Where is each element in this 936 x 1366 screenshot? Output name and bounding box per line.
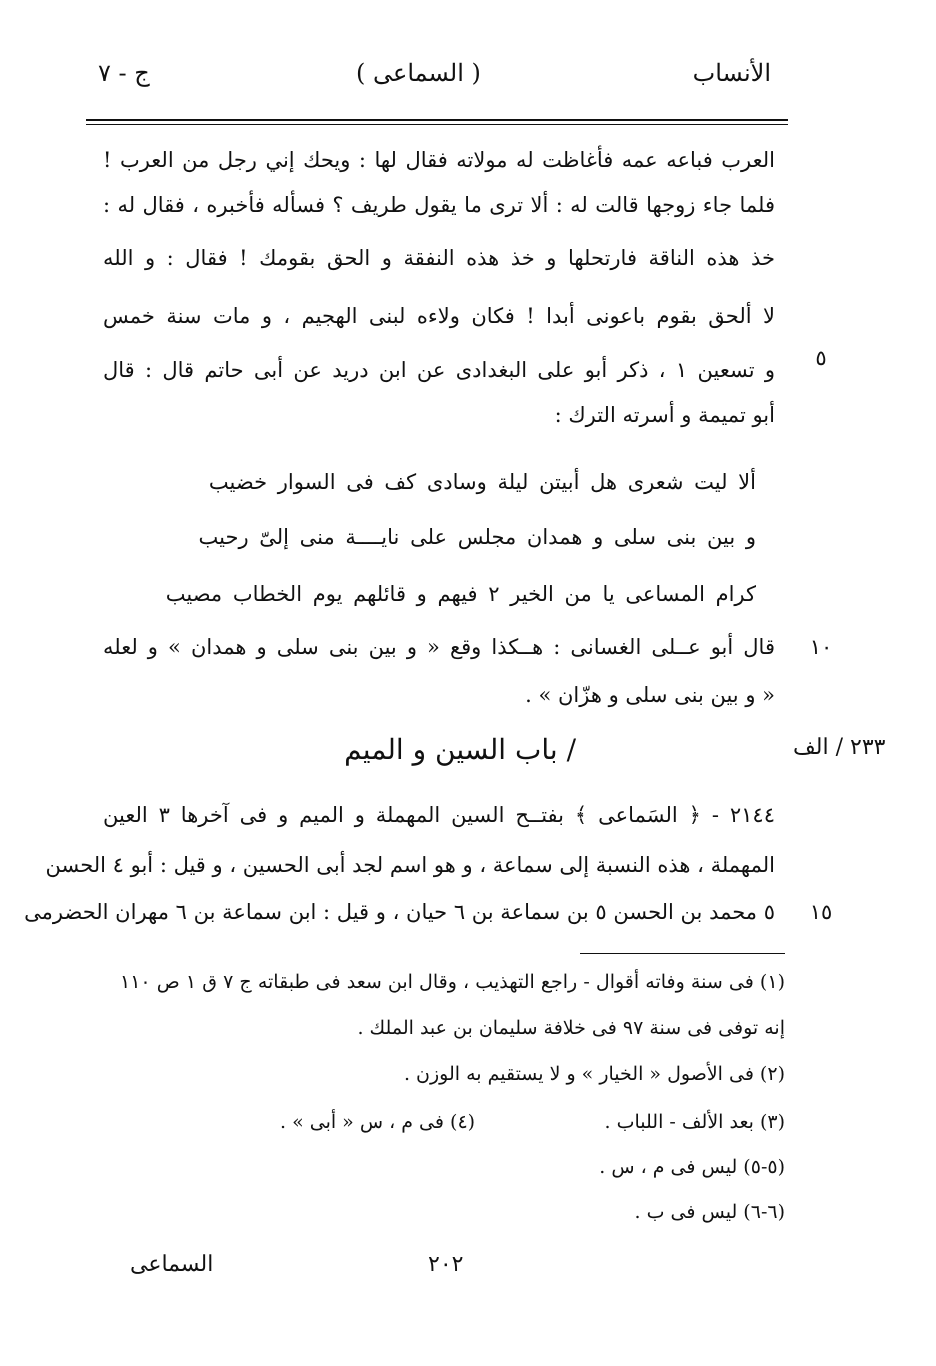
footnote-rule	[580, 953, 785, 954]
verse-line-2: و بين بنى سلى و همدان مجلس على نايــــة منى إلىّ رحيب	[198, 525, 756, 549]
line-number-10: ١٠	[809, 635, 833, 659]
verse-line-1: ألا ليت شعرى هل أبيتن ليلة وسادى كف فى السوار خضيب	[208, 470, 756, 494]
manuscript-folio-marker: ٢٣٣ / الف	[793, 735, 886, 760]
footnote-6: (٦-٦) ليس فى ب .	[634, 1201, 785, 1223]
body-line-1: العرب فباعه عمه فأغاظت له مولاته فقال لها : ويحك إني رجل من العرب !	[103, 148, 775, 172]
running-footer-title: السماعى	[130, 1252, 214, 1277]
footnote-2: (٢) فى الأصول « الخيار » و لا يستقيم به الوزن .	[403, 1063, 785, 1085]
footnote-4: (٤) فى م ، س « أبى » .	[280, 1111, 476, 1133]
body-line-7: قال أبو عــلى الغسانى : هــكذا وقع « و بين بنى سلى و همدان » و لعله	[103, 635, 775, 659]
body-line-8: « و بين بنى سلى و هزّان » .	[525, 683, 775, 707]
page-number: ٢٠٢	[428, 1252, 464, 1277]
body-line-3: خذ هذه الناقة فارتحلها و خذ هذه النفقة و الحق بقومك ! فقال : و الله	[103, 246, 775, 270]
header-rule-thick	[86, 119, 788, 121]
header-entry-title: ( السماعى )	[356, 59, 481, 87]
entry-line-1: ٢١٤٤ - ﴿ السَماعى ﴾ بفتــح السين المهملة و الميم و فى آخرها ٣ العين	[103, 803, 775, 827]
footnote-5: (٥-٥) ليس فى م ، س .	[599, 1156, 785, 1178]
header-rule-thin	[86, 124, 788, 125]
body-line-2: فلما جاء زوجها قالت له : ألا ترى ما يقول طريف ؟ فسأله فأخبره ، فقال له :	[103, 193, 775, 217]
line-number-5: ٥	[815, 346, 827, 370]
header-book-title: الأنساب	[692, 59, 771, 87]
entry-line-3: ٥ محمد بن الحسن ٥ بن سماعة بن ٦ حيان ، و قيل : ابن سماعة بن ٦ مهران الحضرمى	[24, 900, 775, 924]
line-number-15: ١٥	[809, 900, 833, 924]
verse-line-3: كرام المساعى يا من الخير ٢ فيهم و قائلهم يوم الخطاب مصيب	[165, 582, 756, 606]
body-line-4: لا ألحق بقوم باعونى أبدا ! فكان ولاءه لبنى الهجيم ، و مات سنة خمس	[103, 304, 775, 328]
header-volume: ج - ٧	[98, 59, 150, 87]
section-title: / باب السين و الميم	[344, 733, 576, 766]
footnote-3: (٣) بعد الألف - اللباب .	[604, 1111, 785, 1133]
body-line-5: و تسعين ١ ، ذكر أبو على البغدادى عن ابن دريد عن أبى حاتم قال : قال	[103, 358, 775, 382]
footnote-1-line-2: إنه توفى فى سنة ٩٧ فى خلافة سليمان بن عبد الملك .	[357, 1017, 785, 1039]
body-line-6: أبو تميمة و أسرته الترك :	[554, 403, 775, 427]
entry-line-2: المهملة ، هذه النسبة إلى سماعة ، و هو اسم لجد أبى الحسين ، و قيل : أبو ٤ الحسن	[45, 853, 775, 877]
footnote-1-line-1: (١) فى سنة وفاته أقوال - راجع التهذيب ، وقال ابن سعد فى طبقاته ج ٧ ق ١ ص ١١٠	[120, 971, 785, 993]
